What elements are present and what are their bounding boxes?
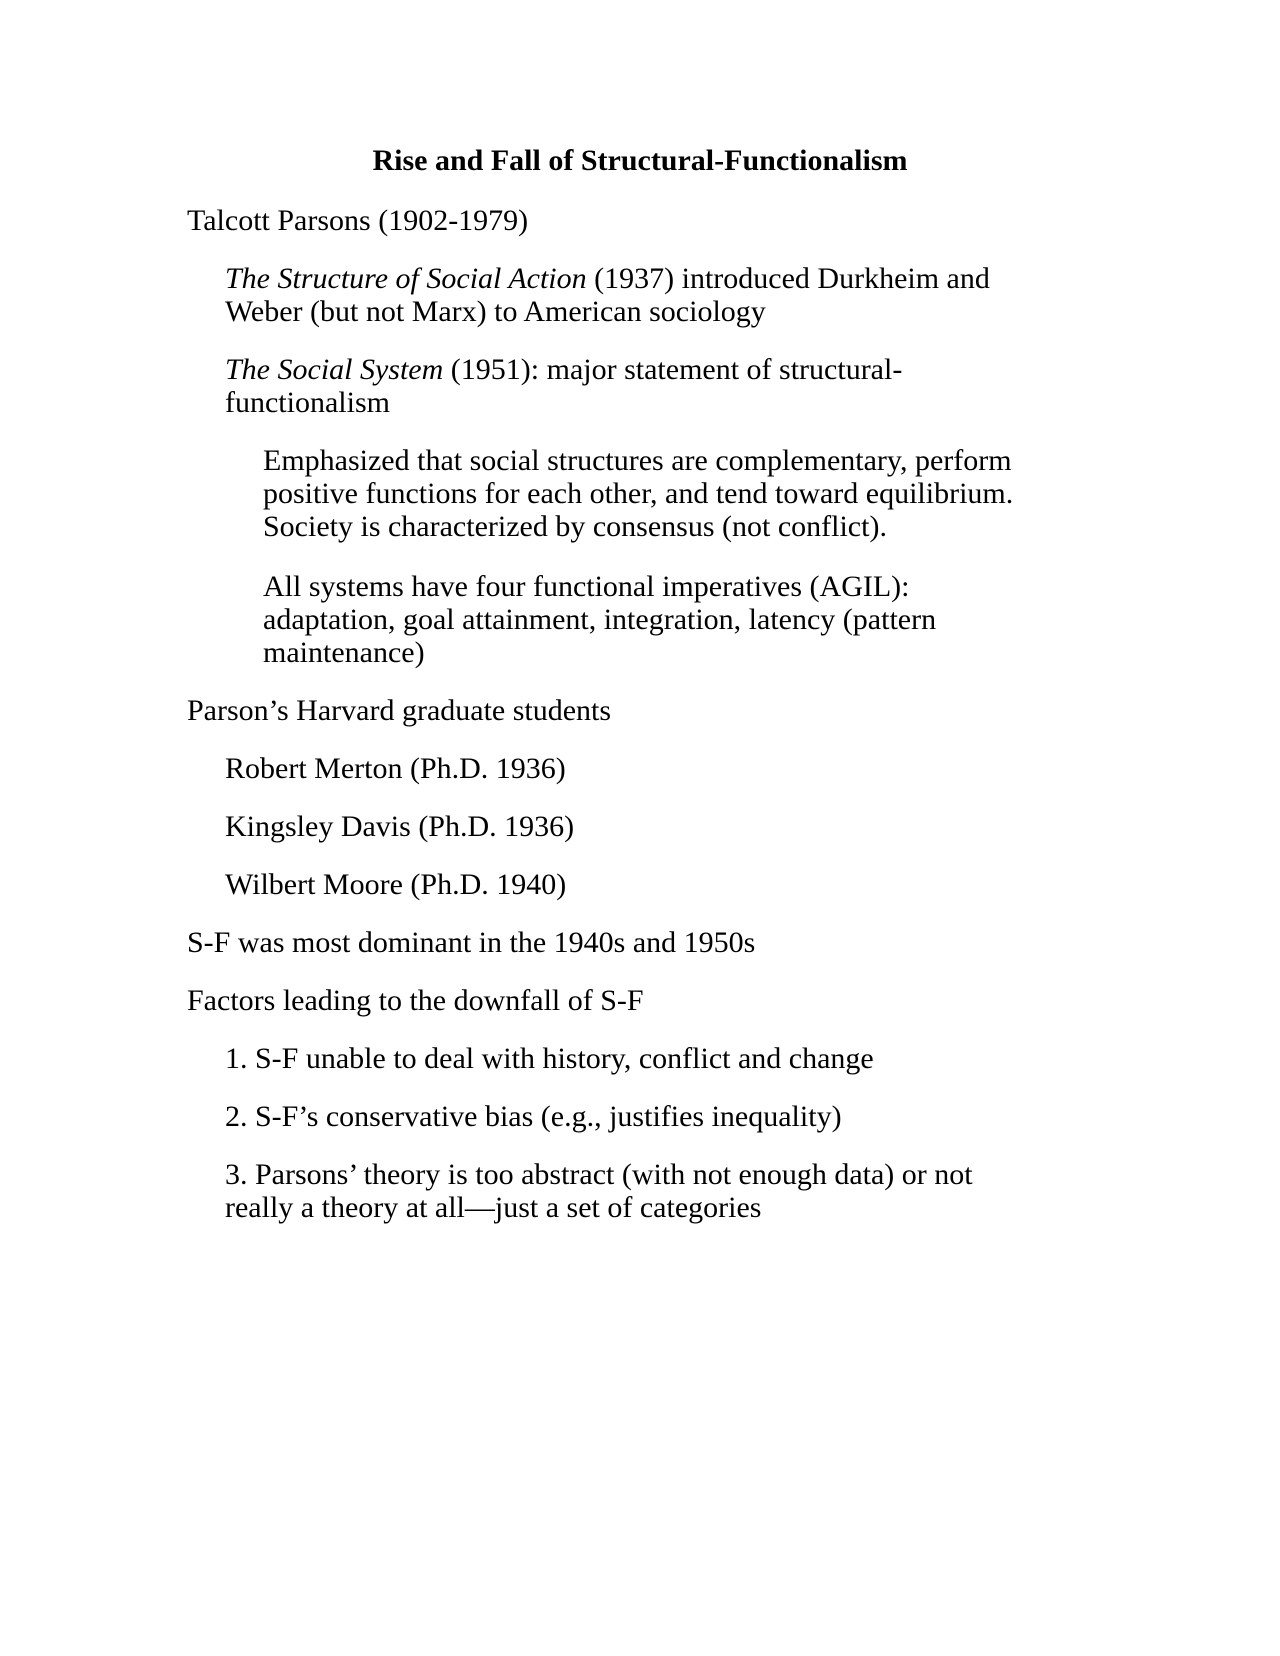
structure-book-line-1-rest: (1937) introduced Durkheim and xyxy=(586,262,990,295)
structure-book-line-2: Weber (but not Marx) to American sociology xyxy=(225,295,766,328)
structure-book-line-1 xyxy=(225,262,990,295)
dominance-line: S-F was most dominant in the 1940s and 1950s xyxy=(187,926,756,959)
social-system-line-2: functionalism xyxy=(225,386,390,419)
downfall-factor-3-line-1: 3. Parsons’ theory is too abstract (with not enough data) or not xyxy=(225,1158,973,1191)
emphasis-line-3: Society is characterized by consensus (not conflict). xyxy=(263,510,887,543)
social-system-line-1-rest: (1951): major statement of structural- xyxy=(443,353,903,386)
page-title: Rise and Fall of Structural-Functionalism xyxy=(372,144,908,177)
agil-line-3: maintenance) xyxy=(263,636,425,669)
downfall-factor-2: 2. S-F’s conservative bias (e.g., justifies inequality) xyxy=(225,1100,842,1133)
emphasis-line-2: positive functions for each other, and tend toward equilibrium. xyxy=(263,477,1014,510)
downfall-heading: Factors leading to the downfall of S-F xyxy=(187,984,644,1017)
student-item: Wilbert Moore (Ph.D. 1940) xyxy=(225,868,567,901)
social-system-title: The Social System xyxy=(225,353,444,386)
agil-line-2: adaptation, goal attainment, integration, latency (pattern xyxy=(263,603,937,636)
structure-book-title: The Structure of Social Action xyxy=(225,262,587,295)
student-item: Robert Merton (Ph.D. 1936) xyxy=(225,752,566,785)
social-system-line-1 xyxy=(225,353,902,386)
students-heading: Parson’s Harvard graduate students xyxy=(187,694,612,727)
emphasis-line-1: Emphasized that social structures are complementary, perform xyxy=(263,444,1012,477)
agil-line-1: All systems have four functional imperatives (AGIL): xyxy=(263,570,910,603)
parsons-heading: Talcott Parsons (1902-1979) xyxy=(187,204,529,237)
downfall-factor-3-line-2: really a theory at all—just a set of categories xyxy=(225,1191,762,1224)
student-item: Kingsley Davis (Ph.D. 1936) xyxy=(225,810,575,843)
downfall-factor-1: 1. S-F unable to deal with history, conflict and change xyxy=(225,1042,874,1075)
